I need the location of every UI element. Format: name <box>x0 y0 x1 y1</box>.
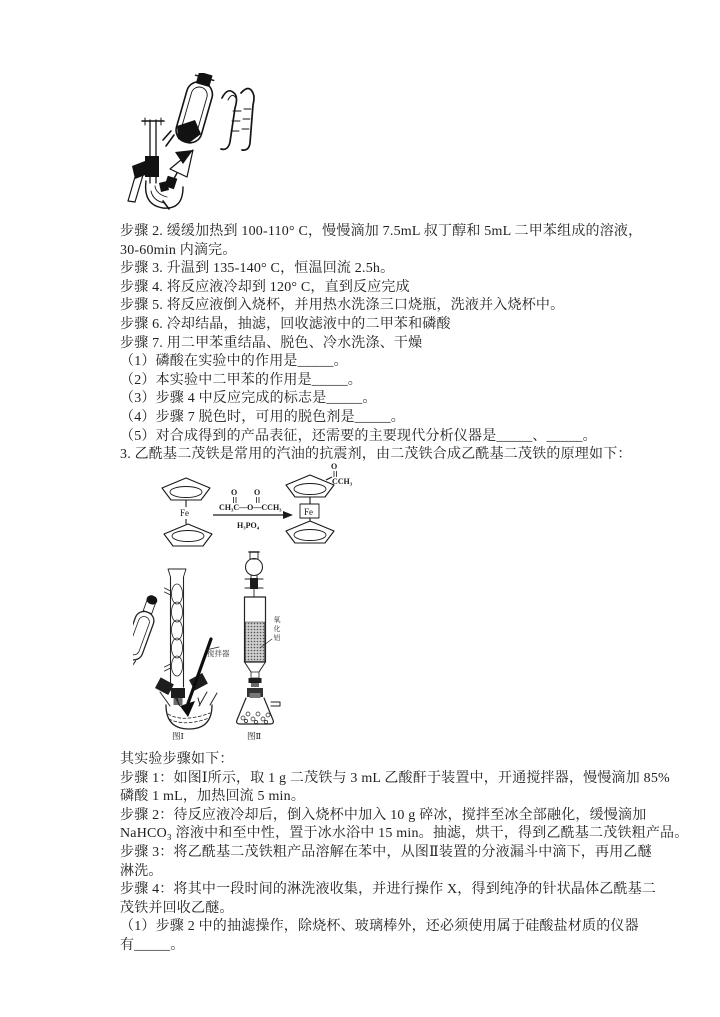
question-1-line-1: （1）步骤 2 中的抽滤操作，除烧杯、玻璃棒外，还必须使用属于硅酸盐材质的仪器 <box>120 919 639 935</box>
step-4-line-1: 步骤 4：将其中一段时间的淋洗液收集，并进行操作 X，得到纯净的针状晶体乙酰基二 <box>120 882 657 898</box>
acetyl-group-label: CCH₃ <box>332 477 353 486</box>
carbonyl-o-right-label: O <box>254 488 261 497</box>
step-2-line-2: NaHCO₃ 溶液中和至中性，置于冰水浴中 15 min。抽滤，烘干，得到乙酰基二茂铁粗产品。 <box>120 826 689 842</box>
question-2-text-block <box>120 223 643 465</box>
figure-2-caption: 图Ⅱ <box>247 731 262 741</box>
iron-label-right: Fe <box>304 507 313 517</box>
question-3-text-block <box>120 751 689 956</box>
step-4-line: 步骤 4. 将反应液冷却到 120° C，直到反应完成 <box>120 279 410 295</box>
item-3-intro-line: 3. 乙酰基二茂铁是常用的汽油的抗震剂，由二茂铁合成乙酰基二茂铁的原理如下： <box>120 447 632 463</box>
step-2-line-1: 步骤 2. 缓缓加热到 100-110° C，慢慢滴加 7.5mL 叔丁醇和 5mL 二甲苯组成的溶液， <box>120 224 643 239</box>
reaction-scheme-drawing <box>140 458 405 560</box>
iron-label-left: Fe <box>180 508 189 518</box>
question-5-line: （5）对合成得到的产品表征，还需要的主要现代分析仪器是_____、_____。 <box>120 428 597 444</box>
alumina-column-label: 氧化铝 <box>273 616 281 643</box>
step-1-line-2: 磷酸 1 mL，加热回流 5 min。 <box>120 789 306 805</box>
steps-intro-line: 其实验步骤如下： <box>120 752 234 767</box>
question-3-line: （3）步骤 4 中反应完成的标志是_____。 <box>120 391 377 407</box>
question-1-line-2: 有_____。 <box>120 937 185 953</box>
step-3-line: 步骤 3. 升温到 135-140° C，恒温回流 2.5h。 <box>120 261 395 277</box>
step-5-line: 步骤 5. 将反应液倒入烧杯，并用热水洗涤三口烧瓶，洗液并入烧杯中。 <box>120 298 565 314</box>
carbonyl-o-left-label: O <box>231 488 238 497</box>
step-7-line: 步骤 7. 用二甲苯重结晶、脱色、冷水洗涤、干燥 <box>120 335 423 351</box>
reaction-scheme-image <box>140 458 405 560</box>
step-2-line-2: 30-60min 内滴完。 <box>120 242 237 258</box>
stirrer-label: 搅拌器 <box>207 649 230 658</box>
step-2-line-1: 步骤 2：待反应液冷却后，倒入烧杯中加入 10 g 碎冰，搅拌至冰全部融化，缓慢滴加 <box>120 807 647 823</box>
question-4-line: （4）步骤 7 脱色时，可用的脱色剂是_____。 <box>120 409 405 425</box>
product-o-label: O <box>331 462 338 471</box>
question-1-line: （1）磷酸在实验中的作用是_____。 <box>120 354 348 370</box>
step-3-line-1: 步骤 3：将乙酰基二茂铁粗产品溶解在苯中，从图Ⅱ装置的分液漏斗中滴下，再用乙醚 <box>120 844 652 860</box>
question-2-line: （2）本实验中二甲苯的作用是_____。 <box>120 372 362 388</box>
apparatus-figure-drawing <box>133 550 328 752</box>
apparatus-sketch-drawing <box>125 73 310 225</box>
figure-1-caption: 图Ⅰ <box>172 731 184 741</box>
step-1-line-1: 步骤 1：如图Ⅰ所示，取 1 g 二茂铁与 3 mL 乙酸酐于装置中，开通搅拌器，慢慢滴加 85% <box>120 770 670 786</box>
step-6-line: 步骤 6. 冷却结晶，抽滤，回收滤液中的二甲苯和磷酸 <box>120 316 451 332</box>
apparatus-sketch-image <box>125 73 310 225</box>
acetic-anhydride-formula: CH₃C—O—CCH₃ <box>219 503 282 512</box>
step-4-line-2: 茂铁并回收乙醚。 <box>120 900 234 916</box>
apparatus-figure-image <box>133 550 328 752</box>
step-3-line-2: 淋洗。 <box>120 863 163 879</box>
phosphoric-acid-catalyst-label: H₃PO₄ <box>237 521 260 530</box>
